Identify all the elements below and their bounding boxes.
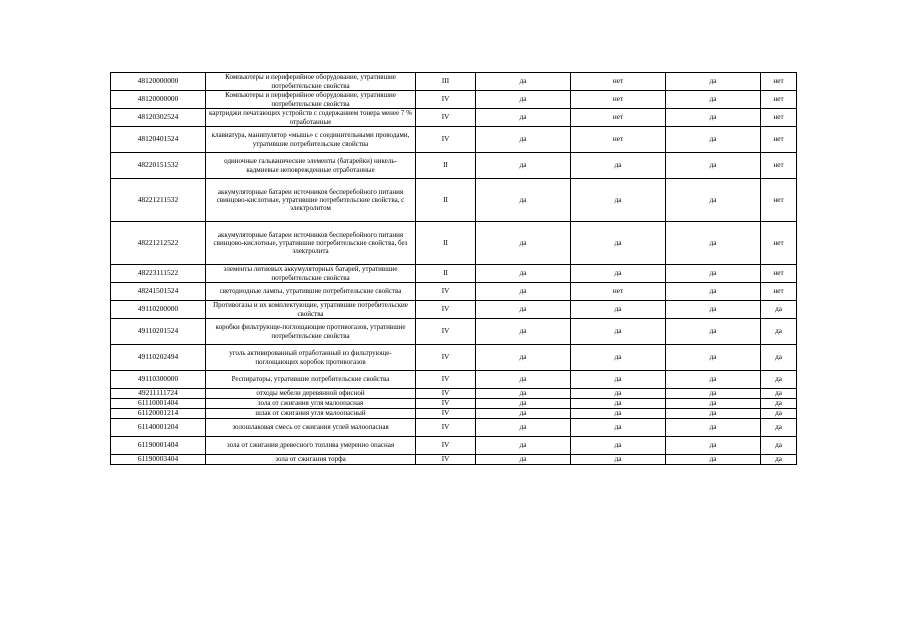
hazard-class-cell: IV — [416, 409, 476, 419]
flag-cell-4: нет — [761, 109, 797, 127]
flag-cell-2: нет — [571, 73, 666, 91]
table-row — [111, 222, 797, 265]
flag-cell-1: да — [476, 301, 571, 319]
hazard-class-cell: II — [416, 222, 476, 265]
waste-name-cell: клавиатура, манипулятор «мышь» с соединительными проводами, утратившие потребительские свойства — [206, 127, 416, 153]
table-row — [111, 399, 797, 409]
flag-cell-3: да — [666, 455, 761, 465]
flag-cell-1: да — [476, 179, 571, 222]
flag-cell-2: нет — [571, 109, 666, 127]
waste-name-cell: отходы мебели деревянной офисной — [206, 389, 416, 399]
flag-cell-3: да — [666, 283, 761, 301]
flag-cell-1: да — [476, 371, 571, 389]
hazard-class-cell: IV — [416, 455, 476, 465]
flag-cell-3: да — [666, 179, 761, 222]
flag-cell-2: нет — [571, 91, 666, 109]
hazard-class-cell: IV — [416, 389, 476, 399]
flag-cell-3: да — [666, 153, 761, 179]
waste-code-cell: 49110200000 — [111, 301, 206, 319]
waste-code-cell: 48120000000 — [111, 73, 206, 91]
hazard-class-cell: IV — [416, 109, 476, 127]
waste-code-cell: 48223111522 — [111, 265, 206, 283]
flag-cell-2: да — [571, 265, 666, 283]
flag-cell-4: нет — [761, 265, 797, 283]
flag-cell-3: да — [666, 345, 761, 371]
hazard-class-cell: II — [416, 179, 476, 222]
hazard-class-cell: IV — [416, 283, 476, 301]
flag-cell-3: да — [666, 222, 761, 265]
flag-cell-2: да — [571, 419, 666, 437]
table-row — [111, 153, 797, 179]
flag-cell-4: да — [761, 437, 797, 455]
table-row — [111, 437, 797, 455]
waste-code-cell: 49211111724 — [111, 389, 206, 399]
waste-name-cell: Респираторы, утратившие потребительские свойства — [206, 371, 416, 389]
flag-cell-2: да — [571, 319, 666, 345]
waste-code-cell: 48241501524 — [111, 283, 206, 301]
waste-code-cell: 49110202494 — [111, 345, 206, 371]
flag-cell-2: да — [571, 399, 666, 409]
table-row — [111, 283, 797, 301]
flag-cell-4: да — [761, 389, 797, 399]
table-row — [111, 409, 797, 419]
flag-cell-2: да — [571, 389, 666, 399]
flag-cell-4: нет — [761, 73, 797, 91]
waste-code-cell: 48120000000 — [111, 91, 206, 109]
waste-code-cell: 61110001404 — [111, 399, 206, 409]
table-row — [111, 455, 797, 465]
waste-name-cell: коробки фильтрующе-поглощающие противогазов, утратившие потребительские свойства — [206, 319, 416, 345]
waste-code-cell: 61140001204 — [111, 419, 206, 437]
flag-cell-4: нет — [761, 91, 797, 109]
flag-cell-2: да — [571, 179, 666, 222]
waste-name-cell: элементы литиевых аккумуляторных батарей, утратившие потребительские свойства — [206, 265, 416, 283]
waste-name-cell: зола от сжигания древесного топлива умеренно опасная — [206, 437, 416, 455]
table-row — [111, 73, 797, 91]
waste-code-cell: 48120302524 — [111, 109, 206, 127]
waste-name-cell: шлак от сжигания угля малоопасный — [206, 409, 416, 419]
flag-cell-2: да — [571, 455, 666, 465]
hazard-class-cell: IV — [416, 319, 476, 345]
waste-name-cell: зола от сжигания угля малоопасная — [206, 399, 416, 409]
flag-cell-3: да — [666, 399, 761, 409]
waste-code-cell: 48220151532 — [111, 153, 206, 179]
hazard-class-cell: IV — [416, 399, 476, 409]
flag-cell-4: нет — [761, 153, 797, 179]
flag-cell-3: да — [666, 409, 761, 419]
flag-cell-3: да — [666, 265, 761, 283]
waste-code-cell: 48221211532 — [111, 179, 206, 222]
waste-code-cell: 49110201524 — [111, 319, 206, 345]
table-row — [111, 179, 797, 222]
flag-cell-1: да — [476, 222, 571, 265]
flag-cell-2: да — [571, 222, 666, 265]
flag-cell-1: да — [476, 437, 571, 455]
flag-cell-4: да — [761, 301, 797, 319]
flag-cell-4: нет — [761, 283, 797, 301]
flag-cell-2: да — [571, 301, 666, 319]
waste-classification-table — [110, 72, 797, 465]
hazard-class-cell: II — [416, 153, 476, 179]
flag-cell-3: да — [666, 91, 761, 109]
waste-name-cell: картриджи печатающих устройств с содержанием тонера менее 7 % отработанные — [206, 109, 416, 127]
waste-name-cell: светодиодные лампы, утратившие потребительские свойства — [206, 283, 416, 301]
hazard-class-cell: II — [416, 265, 476, 283]
waste-name-cell: Компьютеры и периферийное оборудование, утратившие потребительские свойства — [206, 73, 416, 91]
waste-code-cell: 49110300000 — [111, 371, 206, 389]
waste-code-cell: 61190001404 — [111, 437, 206, 455]
table-row — [111, 109, 797, 127]
waste-name-cell: одиночные гальванические элементы (батарейки) никель-кадмиевые неповрежденные отработанные — [206, 153, 416, 179]
hazard-class-cell: IV — [416, 371, 476, 389]
flag-cell-3: да — [666, 371, 761, 389]
flag-cell-1: да — [476, 109, 571, 127]
flag-cell-2: да — [571, 345, 666, 371]
flag-cell-3: да — [666, 437, 761, 455]
waste-code-cell: 48120401524 — [111, 127, 206, 153]
table-row — [111, 389, 797, 399]
table-row — [111, 91, 797, 109]
flag-cell-2: да — [571, 437, 666, 455]
waste-code-cell: 61190003404 — [111, 455, 206, 465]
hazard-class-cell: III — [416, 73, 476, 91]
hazard-class-cell: IV — [416, 345, 476, 371]
flag-cell-2: да — [571, 371, 666, 389]
flag-cell-2: да — [571, 409, 666, 419]
flag-cell-3: да — [666, 109, 761, 127]
flag-cell-1: да — [476, 265, 571, 283]
flag-cell-1: да — [476, 409, 571, 419]
waste-name-cell: аккумуляторные батареи источников бесперебойного питания свинцово-кислотные, утратившие потребительские свойства, без электролита — [206, 222, 416, 265]
waste-code-cell: 48221212522 — [111, 222, 206, 265]
flag-cell-2: да — [571, 153, 666, 179]
table-row — [111, 345, 797, 371]
flag-cell-3: да — [666, 419, 761, 437]
waste-name-cell: золошлаковая смесь от сжигания углей малоопасная — [206, 419, 416, 437]
flag-cell-1: да — [476, 91, 571, 109]
table-row — [111, 301, 797, 319]
flag-cell-3: да — [666, 73, 761, 91]
flag-cell-1: да — [476, 319, 571, 345]
hazard-class-cell: IV — [416, 127, 476, 153]
waste-name-cell: аккумуляторные батареи источников бесперебойного питания свинцово-кислотные, утратившие потребительские свойства, с электролитом — [206, 179, 416, 222]
flag-cell-4: да — [761, 409, 797, 419]
flag-cell-4: да — [761, 345, 797, 371]
flag-cell-4: да — [761, 455, 797, 465]
waste-code-cell: 61120001214 — [111, 409, 206, 419]
flag-cell-4: нет — [761, 222, 797, 265]
flag-cell-1: да — [476, 345, 571, 371]
flag-cell-1: да — [476, 73, 571, 91]
flag-cell-1: да — [476, 399, 571, 409]
flag-cell-1: да — [476, 389, 571, 399]
waste-name-cell: Противогазы и их комплектующие, утратившие потребительские свойства — [206, 301, 416, 319]
flag-cell-1: да — [476, 419, 571, 437]
flag-cell-4: да — [761, 371, 797, 389]
waste-name-cell: зола от сжигания торфа — [206, 455, 416, 465]
flag-cell-4: да — [761, 319, 797, 345]
flag-cell-4: нет — [761, 127, 797, 153]
hazard-class-cell: IV — [416, 91, 476, 109]
flag-cell-1: да — [476, 127, 571, 153]
flag-cell-3: да — [666, 389, 761, 399]
table-row — [111, 419, 797, 437]
flag-cell-4: да — [761, 399, 797, 409]
waste-name-cell: уголь активированный отработанный из фильтрующе-поглощающих коробок противогазов — [206, 345, 416, 371]
flag-cell-1: да — [476, 283, 571, 301]
table-row — [111, 127, 797, 153]
table-row — [111, 265, 797, 283]
hazard-class-cell: IV — [416, 301, 476, 319]
flag-cell-4: нет — [761, 179, 797, 222]
hazard-class-cell: IV — [416, 419, 476, 437]
flag-cell-2: нет — [571, 283, 666, 301]
flag-cell-3: да — [666, 319, 761, 345]
flag-cell-4: да — [761, 419, 797, 437]
table-row — [111, 319, 797, 345]
hazard-class-cell: IV — [416, 437, 476, 455]
waste-name-cell: Компьютеры и периферийное оборудование, утратившие потребительские свойства — [206, 91, 416, 109]
flag-cell-1: да — [476, 455, 571, 465]
table-row — [111, 371, 797, 389]
flag-cell-2: нет — [571, 127, 666, 153]
flag-cell-3: да — [666, 301, 761, 319]
flag-cell-3: да — [666, 127, 761, 153]
flag-cell-1: да — [476, 153, 571, 179]
table-body — [111, 73, 797, 465]
